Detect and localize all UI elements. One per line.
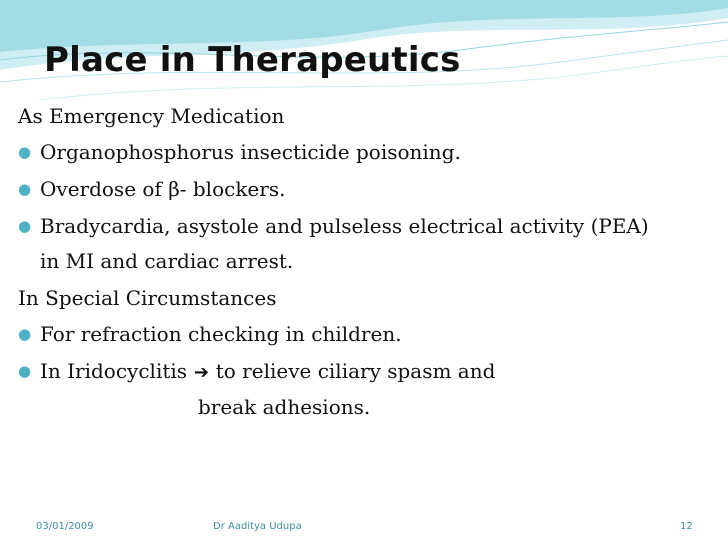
bullet-text: Bradycardia, asystole and pulseless electrical activity (PEA) bbox=[40, 214, 649, 238]
bullet-text: Overdose of β- blockers. bbox=[40, 177, 286, 201]
footer-page-number: 12 bbox=[680, 521, 693, 532]
footer-date: 03/01/2009 bbox=[36, 521, 94, 532]
bullet-iridocyclitis-continuation: break adhesions. bbox=[198, 395, 371, 419]
bullet-refraction bbox=[18, 322, 402, 346]
section-heading-special: In Special Circumstances bbox=[18, 286, 277, 310]
bullet-text-pre: In Iridocyclitis bbox=[40, 359, 188, 383]
bullet-organophosphorus bbox=[18, 140, 461, 164]
round-bullet-icon: ● bbox=[18, 217, 32, 235]
bullet-bradycardia bbox=[18, 214, 649, 238]
slide-title: Place in Therapeutics bbox=[44, 40, 461, 80]
round-bullet-icon: ● bbox=[18, 362, 32, 380]
bullet-text: Organophosphorus insecticide poisoning. bbox=[40, 140, 461, 164]
bullet-iridocyclitis bbox=[18, 359, 495, 385]
right-arrow-icon: ➔ bbox=[193, 362, 209, 383]
bullet-bradycardia-continuation: in MI and cardiac arrest. bbox=[40, 249, 294, 273]
bullet-text-post: to relieve ciliary spasm and bbox=[215, 359, 496, 383]
round-bullet-icon: ● bbox=[18, 180, 32, 198]
bullet-beta-blockers bbox=[18, 177, 285, 201]
round-bullet-icon: ● bbox=[18, 143, 32, 161]
round-bullet-icon: ● bbox=[18, 325, 32, 343]
bullet-text: For refraction checking in children. bbox=[40, 322, 402, 346]
footer-author: Dr Aaditya Udupa bbox=[213, 521, 302, 532]
section-heading-emergency: As Emergency Medication bbox=[18, 104, 285, 128]
